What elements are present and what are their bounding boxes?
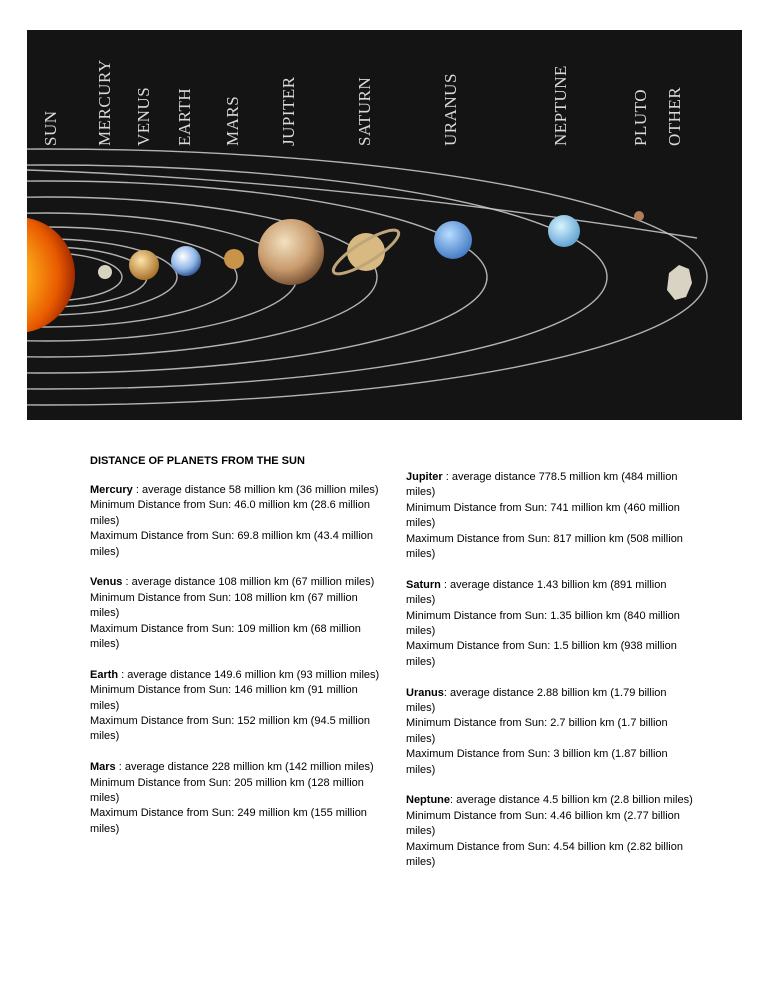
mars-icon — [224, 249, 244, 269]
planet-entry-earth: Earth : average distance 149.6 million km (93 million miles) Minimum Distance from Sun: 146 million km (91 million miles) Maximum Distance from Sun: 152 million km (94.5 million miles) — [90, 668, 380, 745]
average-distance: average distance 1.43 billion km (891 million miles) — [406, 578, 667, 607]
average-distance: average distance 228 million km (142 million miles) — [124, 761, 374, 774]
label-jupiter: JUPITER — [279, 76, 298, 146]
minimum-distance: Minimum Distance from Sun: 205 million km (128 million miles) — [90, 776, 364, 805]
maximum-distance: Maximum Distance from Sun: 152 million km (94.5 million miles) — [90, 715, 370, 743]
average-distance: average distance 4.5 billion km (2.8 billion miles) — [456, 794, 693, 807]
label-sun: SUN — [41, 110, 60, 146]
orbit — [27, 149, 707, 405]
planet-entry-mars: Mars : average distance 228 million km (142 million miles) Minimum Distance from Sun: 205 million km (128 million miles) Maximum Distance from Sun: 249 million km (155 million miles) — [90, 760, 380, 837]
label-other: OTHER — [665, 86, 684, 146]
right-column — [406, 470, 696, 886]
planet-name: Venus — [90, 576, 123, 589]
average-distance: average distance 58 million km (36 million miles) — [141, 484, 379, 496]
average-distance: average distance 149.6 million km (93 million miles) — [127, 668, 380, 681]
asteroid-icon — [667, 265, 692, 300]
label-venus: VENUS — [134, 86, 153, 146]
sun-icon — [27, 217, 75, 333]
orbits — [27, 149, 707, 405]
label-neptune: NEPTUNE — [551, 65, 570, 146]
solar-system-image — [27, 30, 742, 420]
planet-name: Mars — [90, 761, 116, 774]
maximum-distance: Maximum Distance from Sun: 1.5 billion km (938 million miles) — [406, 640, 677, 668]
page-title: DISTANCE OF PLANETS FROM THE SUN — [90, 455, 305, 467]
minimum-distance: Minimum Distance from Sun: 4.46 billion km (2.77 billion miles) — [406, 809, 680, 838]
minimum-distance: Minimum Distance from Sun: 1.35 billion km (840 million miles) — [406, 609, 680, 638]
planet-name: Neptune — [406, 794, 450, 807]
planet-entry-uranus: Uranus: average distance 2.88 billion km (1.79 billion miles) Minimum Distance from Sun: 2.7 billion km (1.7 billion miles) Maximum Distance from Sun: 3 billion km (1.87 billion miles) — [406, 686, 696, 778]
planet-entry-neptune: Neptune: average distance 4.5 billion km (2.8 billion miles) Minimum Distance from Sun: 4.46 billion km (2.77 billion miles) Maximum Distance from Sun: 4.54 billion km (2.82 billion miles) — [406, 793, 696, 870]
pluto-icon — [634, 211, 644, 221]
planet-entry-venus: Venus : average distance 108 million km (67 million miles) Minimum Distance from Sun: 108 million km (67 million miles) Maximum Distance from Sun: 109 million km (68 million miles) — [90, 575, 380, 652]
maximum-distance: Maximum Distance from Sun: 3 billion km (1.87 billion miles) — [406, 748, 668, 776]
planet-entry-jupiter: Jupiter : average distance 778.5 million km (484 million miles) Minimum Distance from Sun: 741 million km (460 million miles) Maximum Distance from Sun: 817 million km (508 million miles) — [406, 470, 696, 562]
planet-entry-mercury: Mercury : average distance 58 million km (36 million miles) Minimum Distance from Sun: 46.0 million km (28.6 million miles) Maximum Distance from Sun: 69.8 million km (43.4 million miles) — [90, 483, 380, 560]
average-distance: average distance 108 million km (67 million miles) — [131, 576, 375, 589]
orbit — [27, 181, 487, 373]
planet-entry-saturn: Saturn : average distance 1.43 billion km (891 million miles) Minimum Distance from Sun: 1.35 billion km (840 million miles) Maximum Distance from Sun: 1.5 billion km (938 million miles) — [406, 578, 696, 670]
minimum-distance: Minimum Distance from Sun: 2.7 billion km (1.7 billion miles) — [406, 717, 668, 745]
earth-icon — [171, 246, 201, 276]
saturn-icon — [328, 223, 403, 280]
minimum-distance: Minimum Distance from Sun: 46.0 million km (28.6 million miles) — [90, 499, 370, 527]
minimum-distance: Minimum Distance from Sun: 146 million km (91 million miles) — [90, 684, 358, 712]
label-earth: EARTH — [175, 87, 194, 146]
pluto-orbit — [27, 170, 697, 238]
average-distance: average distance 778.5 million km (484 million miles) — [406, 471, 678, 499]
left-column — [90, 483, 380, 853]
neptune-icon — [548, 215, 580, 247]
maximum-distance: Maximum Distance from Sun: 817 million km (508 million miles) — [406, 532, 683, 561]
label-mercury: MERCURY — [95, 59, 114, 146]
planet-name: Saturn — [406, 578, 441, 591]
planet-name: Uranus — [406, 686, 444, 699]
planet-name: Earth — [90, 668, 119, 681]
planet-name: Jupiter — [406, 471, 443, 483]
maximum-distance: Maximum Distance from Sun: 69.8 million km (43.4 million miles) — [90, 530, 374, 558]
jupiter-icon — [258, 219, 324, 285]
minimum-distance: Minimum Distance from Sun: 741 million km (460 million miles) — [406, 501, 680, 530]
uranus-icon — [434, 221, 472, 259]
label-uranus: URANUS — [441, 73, 460, 146]
label-saturn: SATURN — [355, 76, 374, 146]
label-mars: MARS — [223, 95, 242, 146]
maximum-distance: Maximum Distance from Sun: 4.54 billion km (2.82 billion miles) — [406, 840, 683, 869]
planet-name: Mercury — [90, 484, 133, 496]
average-distance: average distance 2.88 billion km (1.79 billion miles) — [406, 686, 667, 715]
maximum-distance: Maximum Distance from Sun: 109 million km (68 million miles) — [90, 622, 361, 651]
label-pluto: PLUTO — [631, 89, 650, 146]
minimum-distance: Minimum Distance from Sun: 108 million km (67 million miles) — [90, 591, 358, 620]
mercury-icon — [98, 265, 112, 279]
orbit — [27, 197, 377, 357]
maximum-distance: Maximum Distance from Sun: 249 million km (155 million miles) — [90, 807, 367, 835]
venus-icon — [129, 250, 159, 280]
